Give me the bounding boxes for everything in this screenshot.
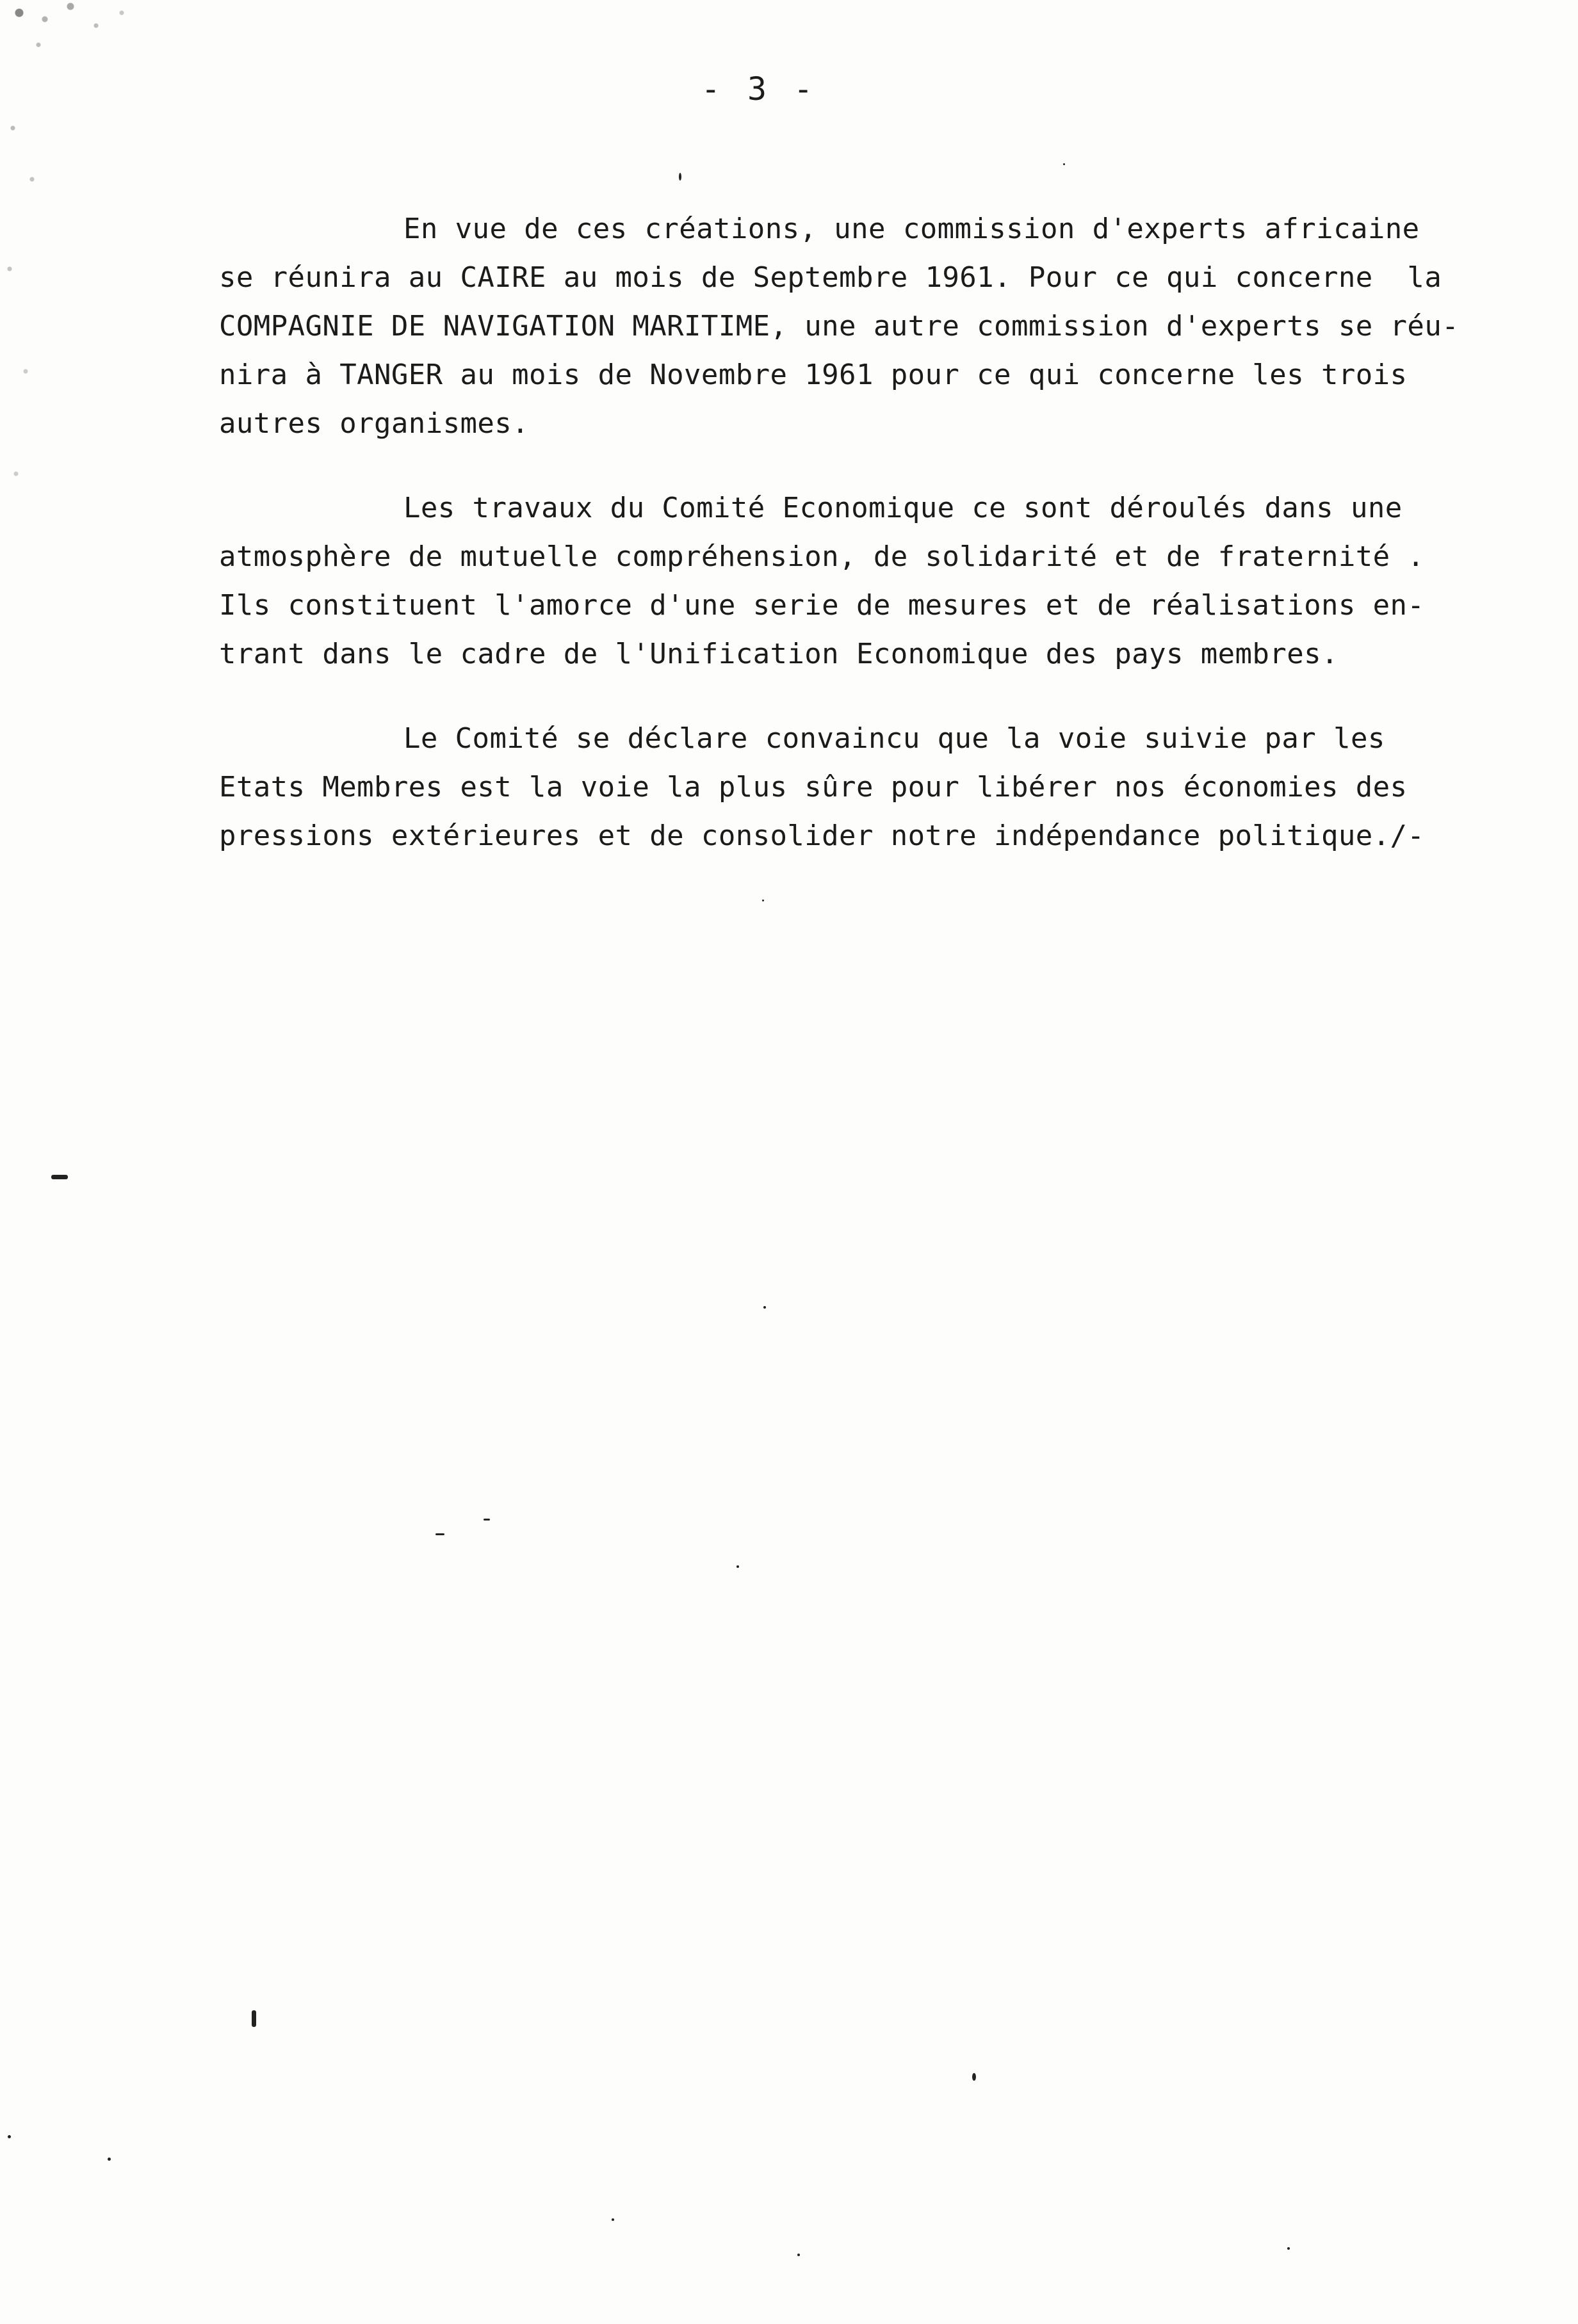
scan-speck [484, 1519, 490, 1521]
scan-speck [972, 2073, 976, 2081]
scan-speck [51, 1175, 68, 1179]
text-line: Etats Membres est la voie la plus sûre pour libérer nos économies des [219, 771, 1408, 803]
scan-speck [797, 2254, 800, 2256]
scan-artifact-left-edge [0, 102, 58, 551]
text-line: Le Comité se déclare convaincu que la voie suivie par les [403, 722, 1385, 755]
scan-speck [612, 2218, 614, 2221]
text-line: atmosphère de mutuelle compréhension, de solidarité et de fraternité . [219, 540, 1425, 573]
paragraph-1 [219, 205, 1460, 448]
paragraph-2 [219, 484, 1425, 679]
scan-speck [108, 2158, 111, 2161]
text-line: Ils constituent l'amorce d'une serie de mesures et de réalisations en- [219, 589, 1425, 622]
text-line: trant dans le cadre de l'Unification Economique des pays membres. [219, 638, 1338, 670]
text-line: COMPAGNIE DE NAVIGATION MARITIME, une autre commission d'experts se réu- [219, 310, 1460, 343]
page-number: - 3 - [701, 70, 817, 108]
text-line: nira à TANGER au mois de Novembre 1961 pour ce qui concerne les trois [219, 359, 1408, 391]
text-line: Les travaux du Comité Economique ce sont déroulés dans une [403, 492, 1403, 524]
scan-speck [8, 2135, 11, 2138]
paragraph-3 [219, 714, 1425, 860]
text-line: pressions extérieures et de consolider notre indépendance politique./- [219, 819, 1425, 852]
scan-speck [763, 1306, 766, 1309]
text-line: En vue de ces créations, une commission d'experts africaine [403, 213, 1420, 245]
text-line: autres organismes. [219, 407, 530, 440]
scan-speck [762, 900, 764, 901]
document-body [219, 205, 1460, 896]
text-line: se réunira au CAIRE au mois de Septembre 1961. Pour ce qui concerne la [219, 261, 1442, 294]
scan-speck [679, 173, 681, 181]
scan-speck [435, 1533, 444, 1535]
scan-speck [1287, 2247, 1290, 2250]
scan-speck [252, 2010, 256, 2027]
scan-speck [736, 1565, 739, 1568]
scan-speck [1063, 163, 1065, 165]
